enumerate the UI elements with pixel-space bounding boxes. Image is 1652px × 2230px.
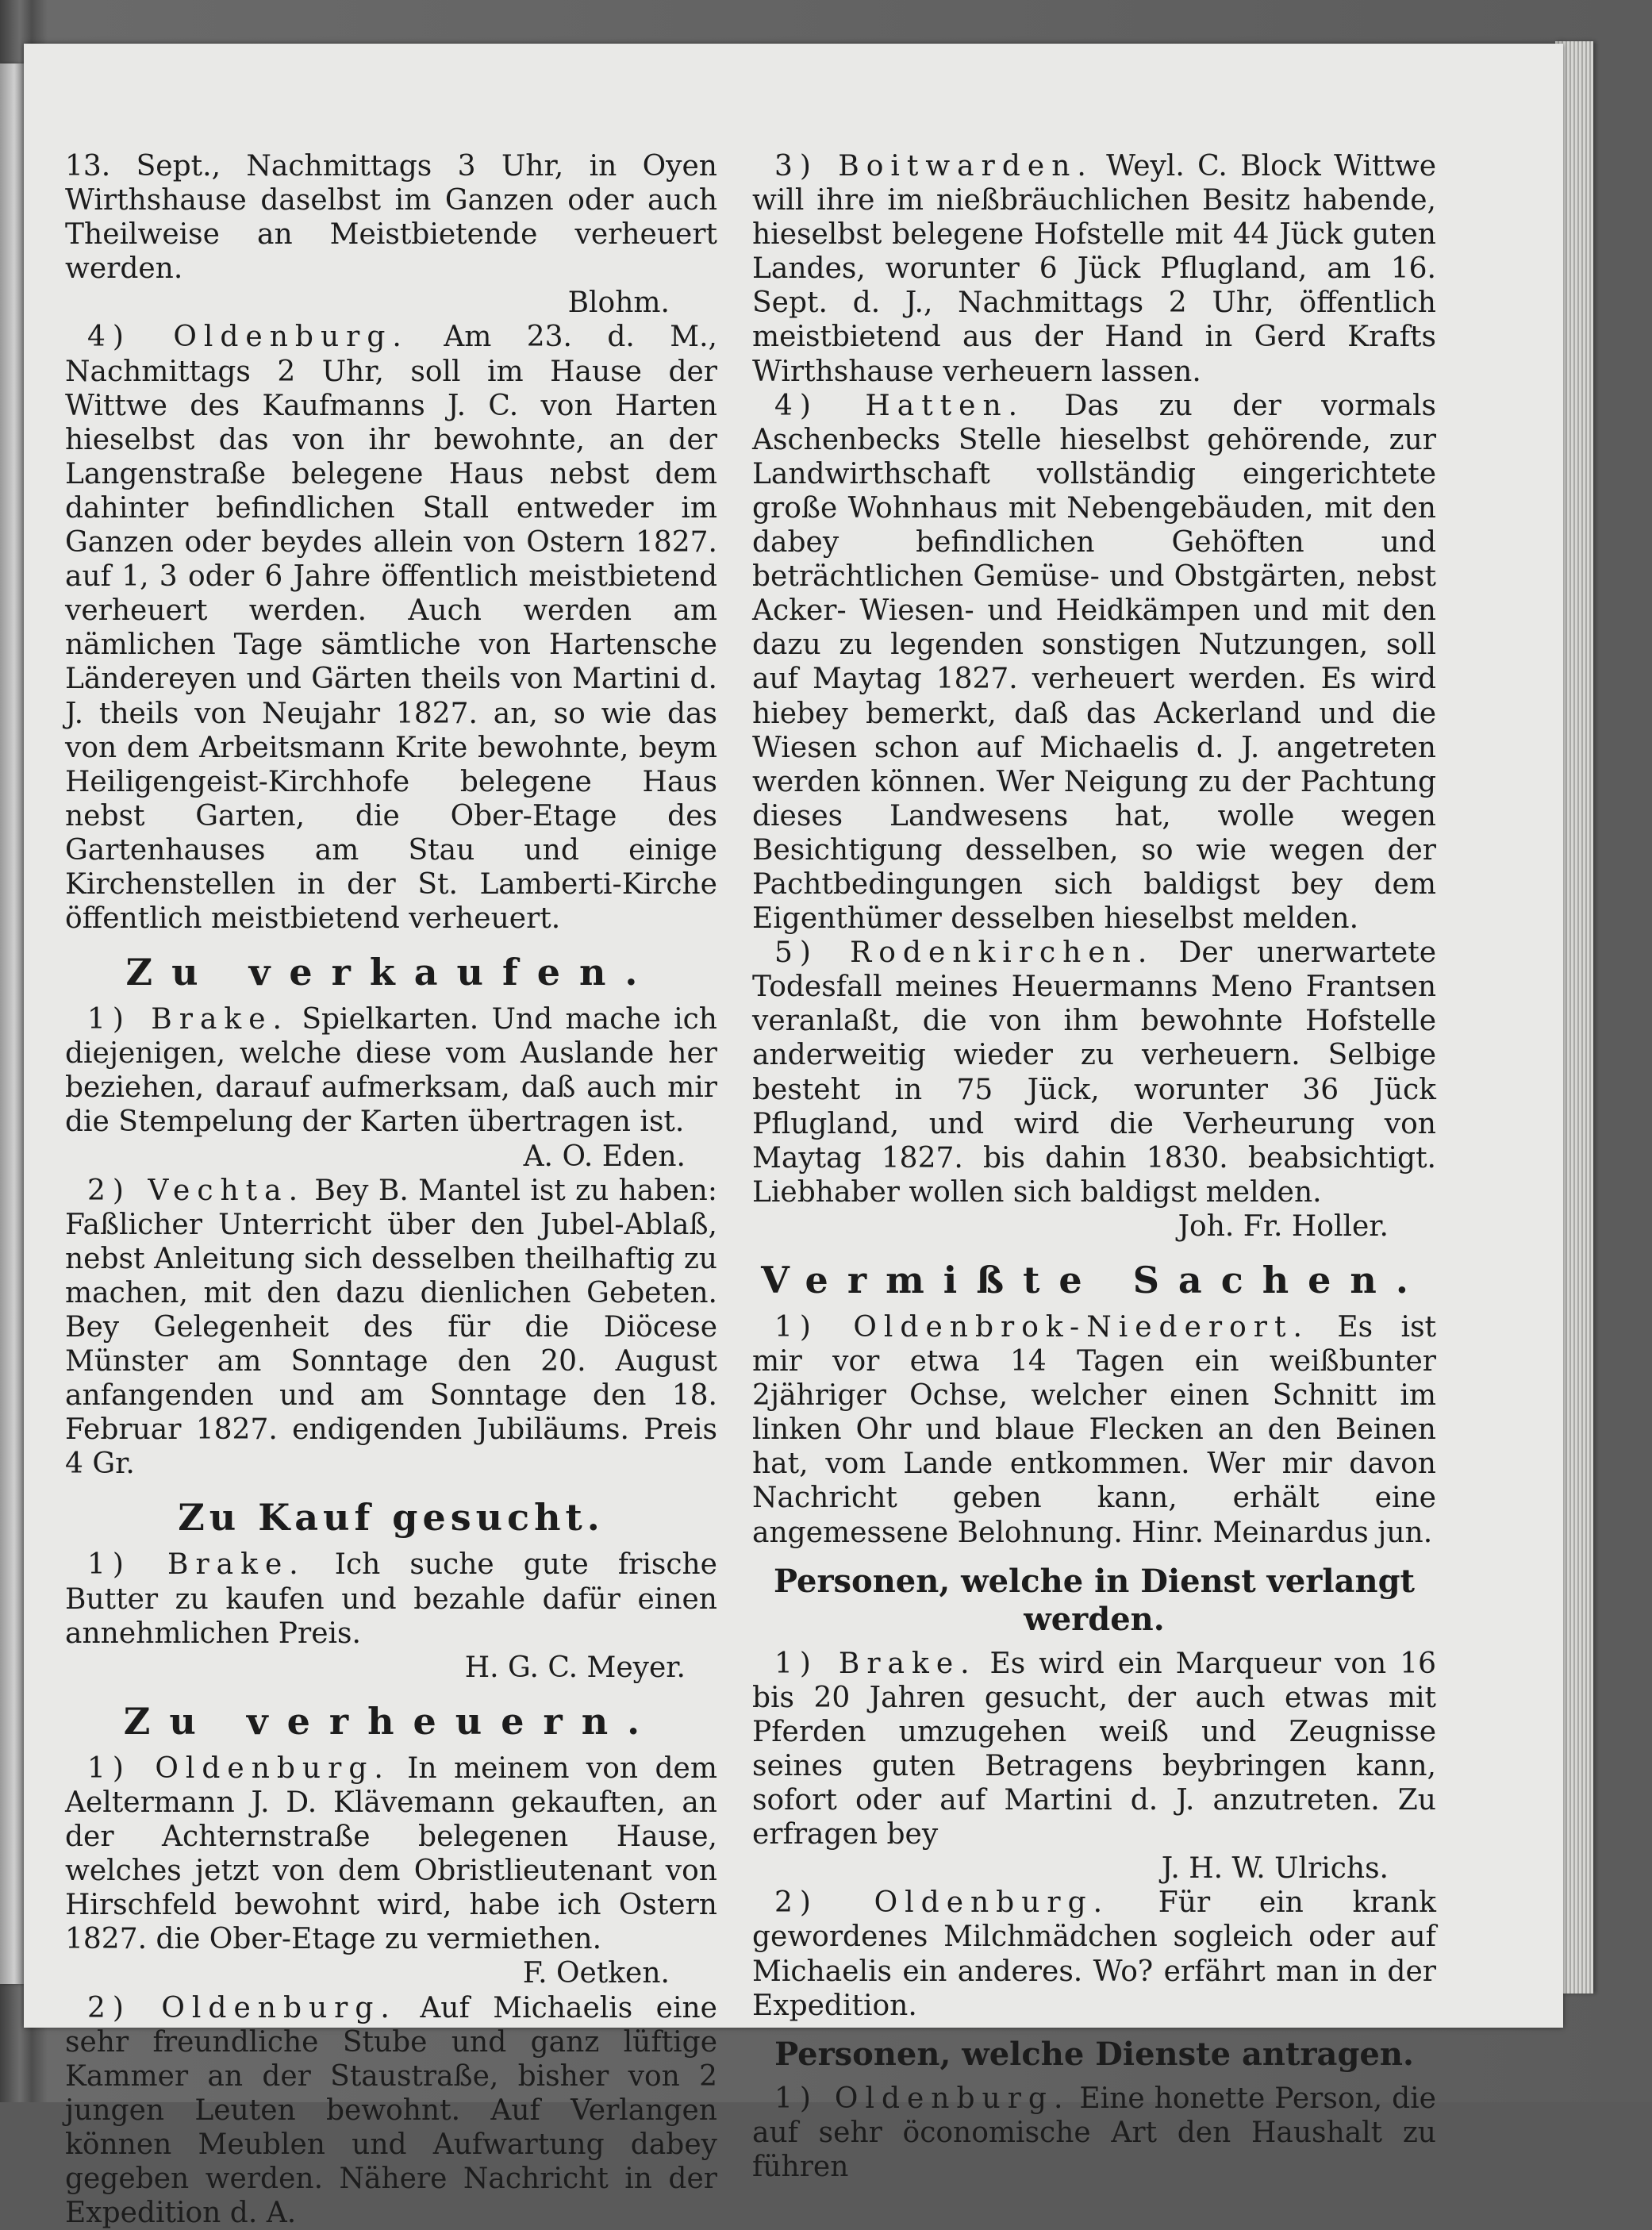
notice-continuation: 13. Sept., Nachmittags 3 Uhr, in Oyen Wirthshause daselbst im Ganzen oder auch Theilweise an Meistbietende verheuert werden.: [65, 149, 717, 286]
heading-zu-kauf-gesucht: Zu Kauf gesucht.: [65, 1497, 717, 1538]
notice-boitwarden-3: 3) Boitwarden. Weyl. C. Block Wittwe will ihre im nießbräuchlichen Besitz habende, hieselbst belegene Hofstelle mit 44 Jück guten Landes, worunter 6 Jück Pflugland, am 16. Sept. d. J., Nachmittags 2 Uhr, öffentlich meistbietend aus der Hand in Gerd Krafts Wirthshause verheuern lassen.: [752, 149, 1436, 389]
heading-personen-dienste-antragen: Personen, welche Dienste antragen.: [752, 2036, 1436, 2074]
notice-oldenburg-4: 4) Oldenburg. Am 23. d. M., Nachmittags 2 Uhr, soll im Hause der Wittwe des Kaufmanns J. C. von Harten hieselbst das von ihr bewohnte, an der Langenstraße belegene Haus nebst dem dahinter befindlichen Stall entweder im Ganzen oder beydes allein von Ostern 1827. auf 1, 3 oder 6 Jahre öffentlich meistbietend verheuert werden. Auch werden am nämlichen Tage sämtliche von Hartensche Ländereyen und Gärten theils von Martini d. J. theils von Neujahr 1827. an, so wie das von dem Arbeitsmann Krite bewohnte, beym Heiligengeist-Kirchhofe belegene Haus nebst Garten, die Ober-Etage des Gartenhauses am Stau und einige Kirchenstellen in der St. Lamberti-Kirche öffentlich meistbietend verheuert.: [65, 320, 717, 936]
notice-hatten-4: 4) Hatten. Das zu der vormals Aschenbecks Stelle hieselbst gehörende, zur Landwirthschaft vollständig eingerichtete große Wohnhaus mit Nebengebäuden, mit den dabey befindlichen Gehöften und beträchtlichen Gemüse- und Obstgärten, nebst Acker- Wiesen- und Heidkämpen und mit den dazu zu legenden sonstigen Nutzungen, soll auf Maytag 1827. verheuert werden. Es wird hiebey bemerkt, daß das Ackerland und die Wiesen schon auf Michaelis d. J. angetreten werden können. Wer Neigung zu der Pachtung dieses Landwesens hat, wolle wegen Besichtigung desselben, so wie wegen der Pachtbedingungen sich baldigst bey dem Eigenthümer desselben hieselbst melden.: [752, 389, 1436, 936]
heading-zu-verheuern: Zu verheuern.: [65, 1701, 717, 1742]
newspaper-page: [24, 44, 1563, 2028]
notice-brake-dienst: 1) Brake. Es wird ein Marqueur von 16 bis 20 Jahren gesucht, der auch etwas mit Pferden umzugehen weiß und Zeugnisse seines guten Betragens beybringen kann, sofort oder auf Martini d. J. anzutreten. Zu erfragen bey: [752, 1647, 1436, 1852]
signature-eden: A. O. Eden.: [65, 1140, 717, 1174]
notice-brake-1: 1) Brake. Spielkarten. Und mache ich diejenigen, welche diese vom Auslande her beziehen, darauf aufmerksam, daß auch mir die Stempelung der Karten übertragen ist.: [65, 1002, 717, 1139]
heading-personen-dienst-verlangt: Personen, welche in Dienst verlangt werden.: [752, 1563, 1436, 1639]
signature-holler: Joh. Fr. Holler.: [752, 1209, 1436, 1244]
notice-oldenburg-antrag: 1) Oldenburg. Eine honette Person, die auf sehr öconomische Art den Haushalt zu führen: [752, 2082, 1436, 2184]
left-column: [65, 149, 717, 2230]
notice-brake-kauf: 1) Brake. Ich suche gute frische Butter zu kaufen und bezahle dafür einen annehmlichen Preis.: [65, 1548, 717, 1650]
signature-meyer: H. G. C. Meyer.: [65, 1651, 717, 1685]
notice-rodenkirchen-5: 5) Rodenkirchen. Der unerwartete Todesfall meines Heuermanns Meno Frantsen veranlaßt, die von ihm bewohnte Hofstelle anderweitig wieder zu verheuern. Selbige besteht in 75 Jück, worunter 36 Jück Pflugland, und wird die Verheurung von Maytag 1827. bis dahin 1830. beabsichtigt. Liebhaber wollen sich baldigst melden.: [752, 936, 1436, 1209]
signature-oetken: F. Oetken.: [65, 1956, 717, 1990]
notice-oldenburg-h2: 2) Oldenburg. Auf Michaelis eine sehr freundliche Stube und ganz lüftige Kammer an der Staustraße, bisher von 2 jungen Leuten bewohnt. Auf Verlangen können Meublen und Aufwartung dabey gegeben werden. Nähere Nachricht in der Expedition d. A.: [65, 1991, 717, 2230]
signature-ulrichs: J. H. W. Ulrichs.: [752, 1851, 1436, 1886]
previous-page-edge: [0, 63, 24, 1984]
right-column: [752, 149, 1436, 2184]
heading-zu-verkaufen: Zu verkaufen.: [65, 952, 717, 993]
notice-vechta-2: 2) Vechta. Bey B. Mantel ist zu haben: Faßlicher Unterricht über den Jubel-Ablaß, nebst Anleitung sich desselben theilhaftig zu machen, mit den dazu dienlichen Gebeten. Bey Gelegenheit des für die Diöcese Münster am Sonntage den 20. August anfangenden und am Sonntage den 18. Februar 1827. endigenden Jubiläums. Preis 4 Gr.: [65, 1174, 717, 1482]
signature-blohm: Blohm.: [65, 286, 717, 320]
heading-vermisste-sachen: Vermißte Sachen.: [752, 1259, 1436, 1301]
notice-oldenbrok-1: 1) Oldenbrok-Niederort. Es ist mir vor etwa 14 Tagen ein weißbunter 2jähriger Ochse, welcher einen Schnitt im linken Ohr und blaue Flecken an den Beinen hat, vom Lande entkommen. Wer mir davon Nachricht geben kann, erhält eine angemessene Belohnung. Hinr. Meinardus jun.: [752, 1310, 1436, 1550]
notice-oldenburg-dienst: 2) Oldenburg. Für ein krank gewordenes Milchmädchen sogleich oder auf Michaelis ein anderes. Wo? erfährt man in der Expedition.: [752, 1886, 1436, 2022]
notice-oldenburg-h1: 1) Oldenburg. In meinem von dem Aeltermann J. D. Klävemann gekauften, an der Achternstraße belegenen Hause, welches jetzt von dem Obristlieutenant von Hirschfeld bewohnt wird, habe ich Ostern 1827. die Ober-Etage zu vermiethen.: [65, 1751, 717, 1957]
